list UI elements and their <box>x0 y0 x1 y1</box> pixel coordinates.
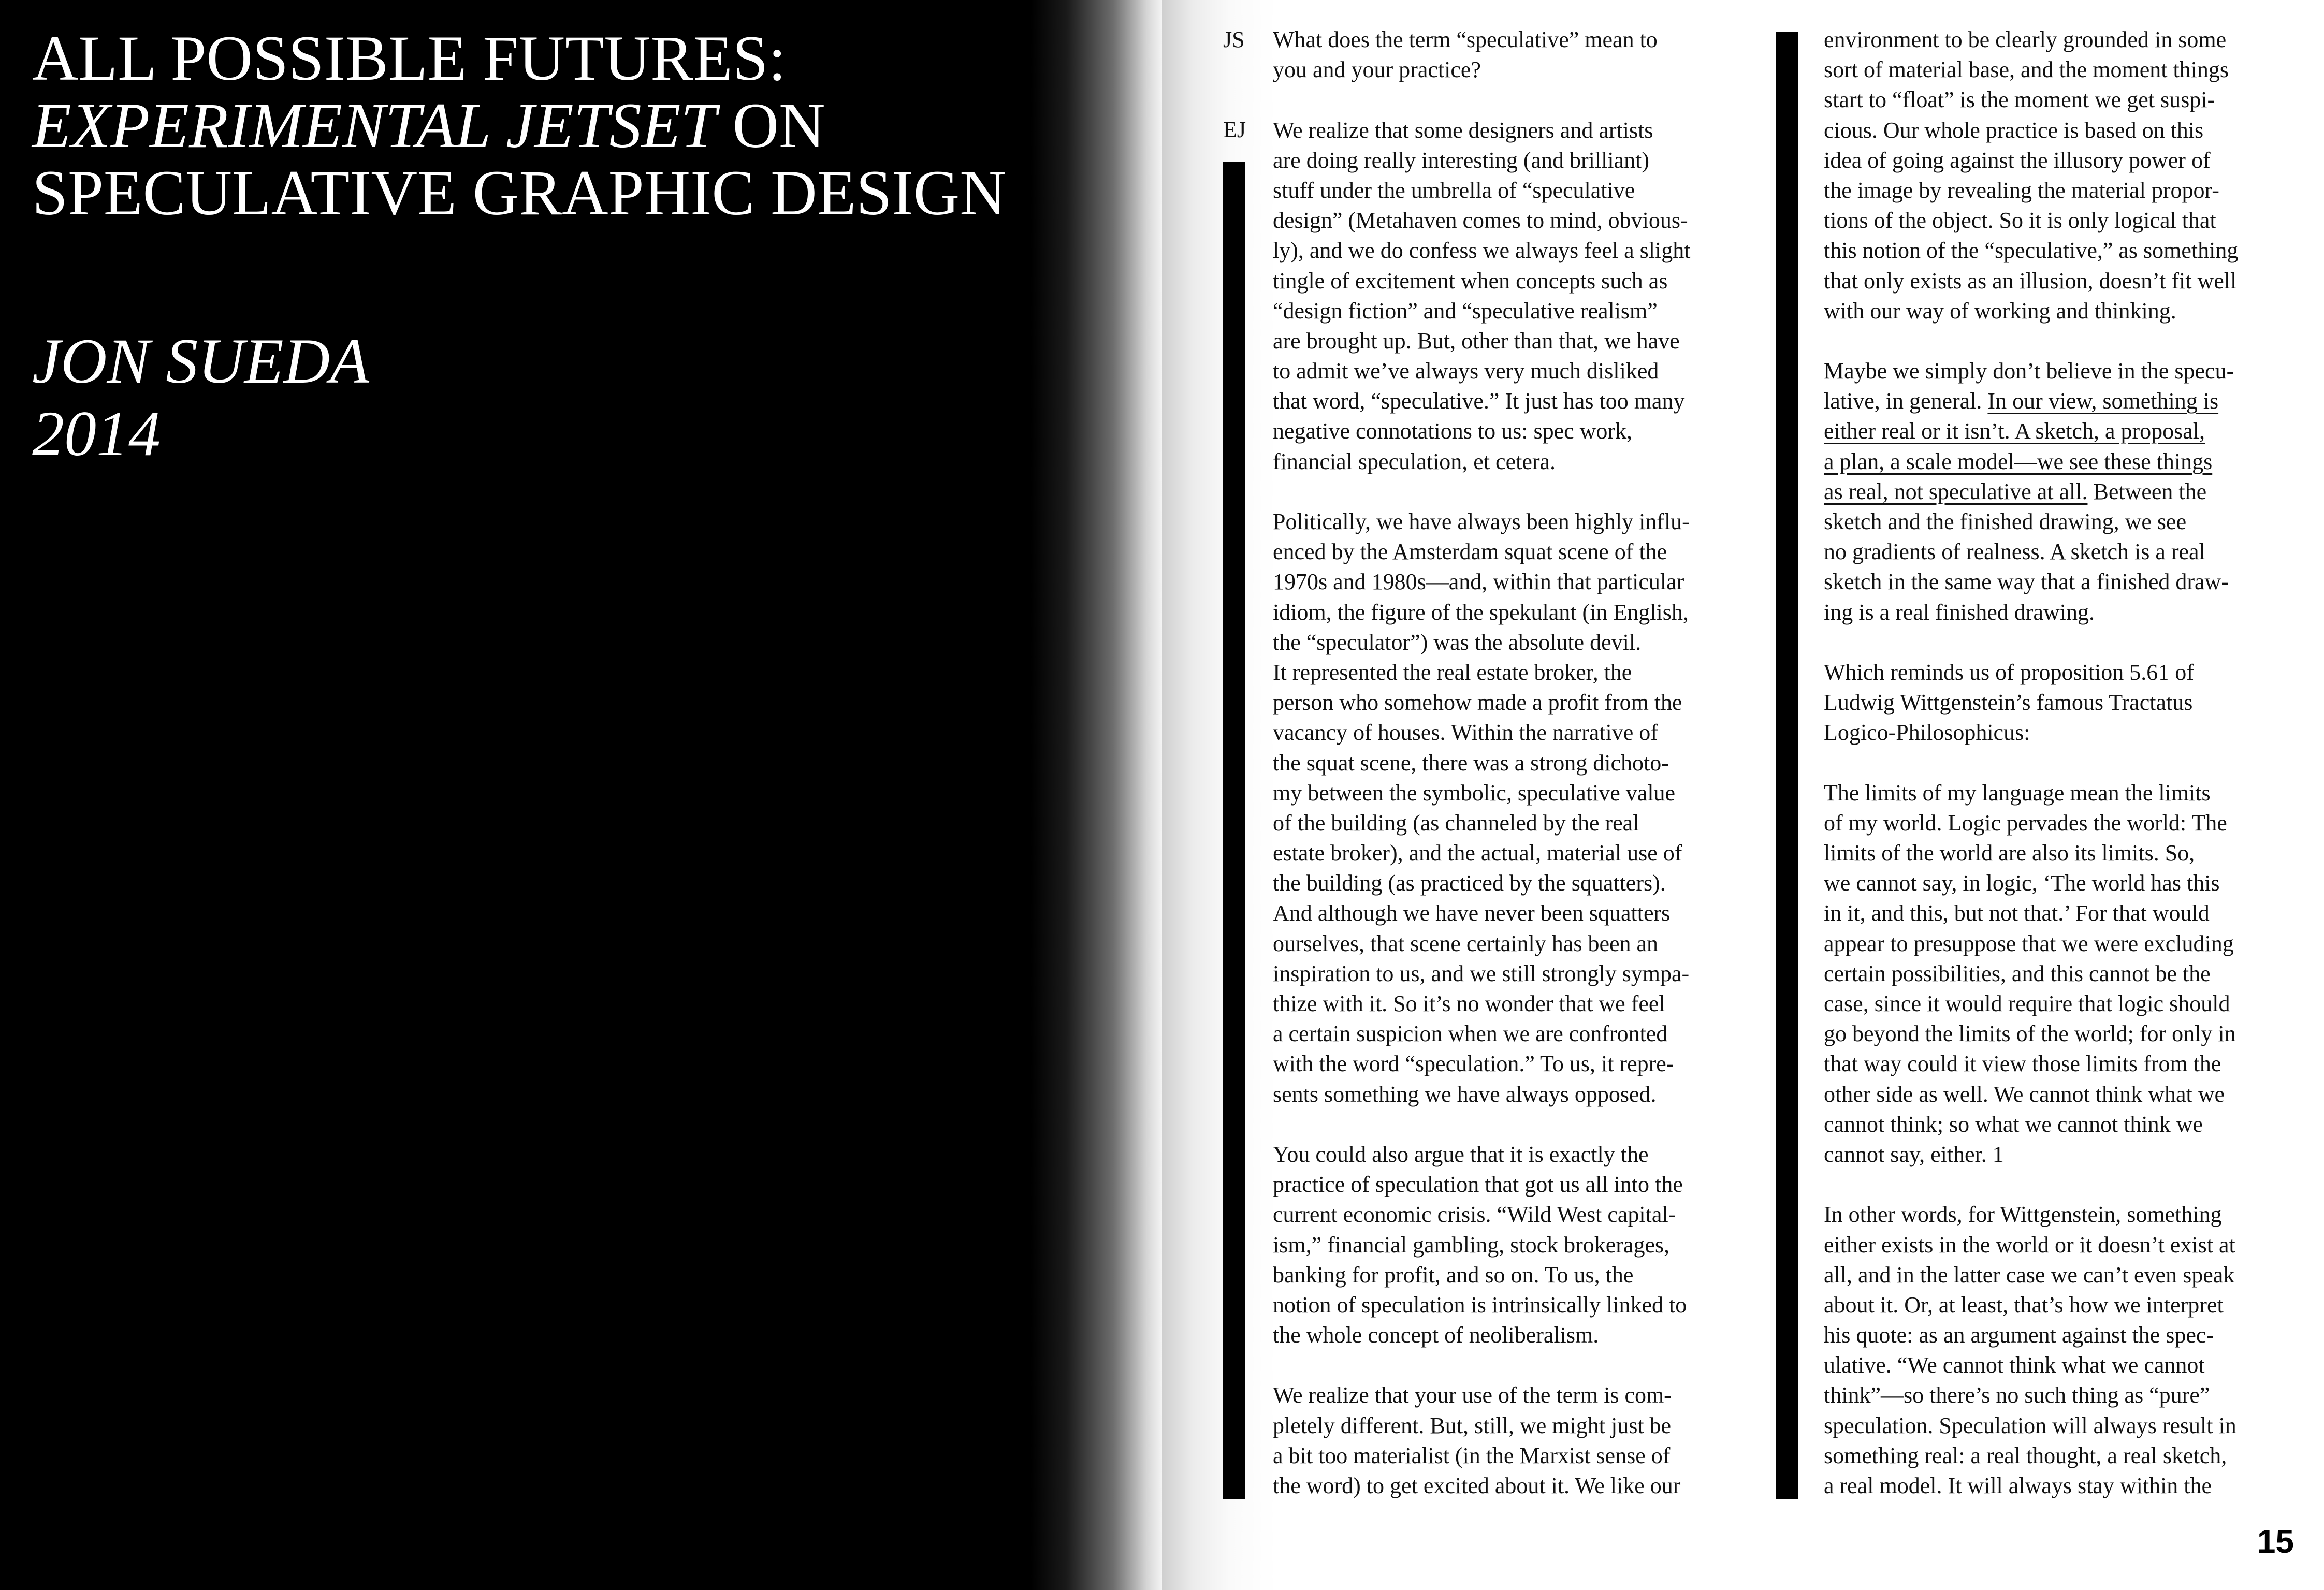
text-line: with the word “speculation.” To us, it repre- <box>1273 1051 1674 1077</box>
text-line: think”—so there’s no such thing as “pure” <box>1824 1382 2210 1408</box>
text-line: start to “float” is the moment we get suspi- <box>1824 87 2215 113</box>
text-line: cannot say, either. 1 <box>1824 1141 2004 1167</box>
text-line: ulative. “We cannot think what we cannot <box>1824 1352 2205 1378</box>
answer-paragraph-underlined <box>1824 356 2305 628</box>
author-name: JON SUEDA <box>32 326 369 397</box>
text-line: the building (as practiced by the squatters). <box>1273 870 1666 896</box>
text-line: the “speculator”) was the absolute devil. <box>1273 629 1642 655</box>
text-line: are brought up. But, other than that, we have <box>1273 328 1680 354</box>
text-line: sort of material base, and the moment things <box>1824 57 2229 83</box>
text-line: vacancy of houses. Within the narrative of <box>1273 720 1658 746</box>
text-line: negative connotations to us: spec work, <box>1273 418 1633 444</box>
text-line <box>1824 477 2305 507</box>
underlined-text: a plan, a scale model—we see these things <box>1824 448 2213 474</box>
text-line: of the building (as channeled by the real <box>1273 810 1639 836</box>
text-line: Which reminds us of proposition 5.61 of <box>1824 659 2194 685</box>
text-line: limits of the world are also its limits. So, <box>1824 840 2195 866</box>
text-line: 1970s and 1980s—and, within that particular <box>1273 569 1684 595</box>
text-line: we cannot say, in logic, ‘The world has this <box>1824 870 2220 896</box>
answer-paragraph <box>1824 25 2305 326</box>
text-line: sketch and the finished drawing, we see <box>1824 509 2187 534</box>
underlined-text: as real, not speculative at all. <box>1824 478 2088 504</box>
text-column-1 <box>1273 25 1749 1501</box>
text-line: Ludwig Wittgenstein’s famous Tractatus <box>1824 690 2193 716</box>
text-line: appear to presuppose that we were excluding <box>1824 930 2234 956</box>
title-line-1: ALL POSSIBLE FUTURES: <box>32 23 787 94</box>
text-column-2 <box>1824 25 2305 1501</box>
text-line: tions of the object. So it is only logical that <box>1824 208 2216 234</box>
author-block <box>32 325 369 470</box>
text-line: design” (Metahaven comes to mind, obvious- <box>1273 208 1688 234</box>
text-line: about it. Or, at least, that’s how we interpret <box>1824 1292 2224 1318</box>
text-line: a bit too materialist (in the Marxist sense of <box>1273 1442 1671 1468</box>
text-line: the image by revealing the material propor- <box>1824 177 2219 203</box>
text-line: certain possibilities, and this cannot be the <box>1824 960 2211 986</box>
text-line: are doing really interesting (and brilliant) <box>1273 147 1649 173</box>
text-line: In other words, for Wittgenstein, something <box>1824 1202 2222 1228</box>
text-line: ourselves, that scene certainly has been an <box>1273 930 1659 956</box>
text-line: of my world. Logic pervades the world: The <box>1824 810 2227 836</box>
text-line: sketch in the same way that a finished draw- <box>1824 569 2229 595</box>
text-line: other side as well. We cannot think what we <box>1824 1081 2225 1107</box>
text-line: And although we have never been squatters <box>1273 900 1671 926</box>
text-line: a real model. It will always stay within the <box>1824 1473 2212 1498</box>
text-line: go beyond the limits of the world; for only in <box>1824 1021 2236 1047</box>
text-line: person who somehow made a profit from the <box>1273 690 1682 716</box>
text-line: sents something we have always opposed. <box>1273 1081 1657 1107</box>
text-line: notion of speculation is intrinsically linked to <box>1273 1292 1687 1318</box>
text-line <box>1824 447 2305 477</box>
text-line: stuff under the umbrella of “speculative <box>1273 177 1635 203</box>
text-line: pletely different. But, still, we might just be <box>1273 1412 1672 1438</box>
answer-paragraph <box>1273 1380 1749 1501</box>
text-line: my between the symbolic, speculative value <box>1273 780 1676 806</box>
text-line: that way could it view those limits from the <box>1824 1051 2221 1077</box>
text-line: the word) to get excited about it. We like our <box>1273 1473 1681 1498</box>
text-line: It represented the real estate broker, the <box>1273 659 1632 685</box>
text-line: We realize that your use of the term is com- <box>1273 1382 1672 1408</box>
text-line: idea of going against the illusory power of <box>1824 147 2211 173</box>
interview-question <box>1273 25 1749 85</box>
answer-paragraph <box>1273 507 1749 1110</box>
answer-bar-left <box>1223 162 1245 1499</box>
answer-paragraph <box>1824 1200 2305 1501</box>
text-line: cannot think; so what we cannot think we <box>1824 1111 2203 1137</box>
text-line: ing is a real finished drawing. <box>1824 599 2095 625</box>
text-line: this notion of the “speculative,” as something <box>1824 238 2239 264</box>
answer-paragraph <box>1273 1140 1749 1350</box>
text-line <box>1824 416 2305 446</box>
text-line: to admit we’ve always very much disliked <box>1273 358 1659 384</box>
text-line: ly), and we do confess we always feel a slight <box>1273 238 1691 264</box>
publication-year: 2014 <box>32 398 161 469</box>
text-line <box>1824 386 2305 416</box>
text-line: Politically, we have always been highly influ- <box>1273 509 1690 534</box>
title-line-2 <box>32 92 1006 159</box>
text-line: thize with it. So it’s no wonder that we feel <box>1273 991 1665 1016</box>
text-line: What does the term “speculative” mean to <box>1273 27 1658 52</box>
speaker-label-ej: EJ <box>1223 117 1246 142</box>
text-line: you and your practice? <box>1273 57 1481 83</box>
text-line: inspiration to us, and we still strongly sympa- <box>1273 960 1690 986</box>
text-fragment: Between the <box>2087 478 2207 504</box>
title-line-2-rest: ON <box>716 90 825 161</box>
text-line: You could also argue that it is exactly the <box>1273 1141 1649 1167</box>
page-number: 15 <box>2257 1523 2294 1560</box>
text-line: the whole concept of neoliberalism. <box>1273 1322 1599 1348</box>
text-line: that word, “speculative.” It just has too many <box>1273 388 1685 414</box>
text-line: his quote: as an argument against the spec- <box>1824 1322 2214 1348</box>
text-line: either exists in the world or it doesn’t exist at <box>1824 1232 2235 1258</box>
text-line: banking for profit, and so on. To us, the <box>1273 1262 1634 1288</box>
text-fragment: lative, in general. <box>1824 388 1988 414</box>
text-line: We realize that some designers and artists <box>1273 117 1653 143</box>
text-line: practice of speculation that got us all into the <box>1273 1172 1683 1198</box>
text-line: something real: a real thought, a real sketch, <box>1824 1442 2227 1468</box>
text-line: with our way of working and thinking. <box>1824 298 2176 324</box>
title-italic-name: EXPERIMENTAL JETSET <box>32 90 717 161</box>
answer-bar-right <box>1776 32 1798 1499</box>
text-line: no gradients of realness. A sketch is a real <box>1824 539 2205 565</box>
text-line: idiom, the figure of the spekulant (in English, <box>1273 599 1689 625</box>
title-line-3: SPECULATIVE GRAPHIC DESIGN <box>32 157 1006 228</box>
text-line: Logico-Philosophicus: <box>1824 720 2030 746</box>
answer-paragraph <box>1273 115 1749 477</box>
text-line: that only exists as an illusion, doesn’t fit well <box>1824 268 2237 294</box>
underlined-text: either real or it isn’t. A sketch, a proposal, <box>1824 418 2205 444</box>
text-line: current economic crisis. “Wild West capital- <box>1273 1202 1676 1228</box>
underlined-text: In our view, something is <box>1987 388 2219 414</box>
text-line: estate broker), and the actual, material use of <box>1273 840 1682 866</box>
text-line: Maybe we simply don’t believe in the specu- <box>1824 358 2234 384</box>
text-line: all, and in the latter case we can’t even speak <box>1824 1262 2235 1288</box>
answer-paragraph <box>1824 658 2305 748</box>
text-line: ism,” financial gambling, stock brokerages, <box>1273 1232 1670 1258</box>
text-line: speculation. Speculation will always result in <box>1824 1412 2236 1438</box>
text-line: financial speculation, et cetera. <box>1273 448 1556 474</box>
text-line: a certain suspicion when we are confronted <box>1273 1021 1668 1047</box>
text-line: environment to be clearly grounded in some <box>1824 27 2227 52</box>
text-line: “design fiction” and “speculative realism” <box>1273 298 1658 324</box>
text-line: in it, and this, but not that.’ For that would <box>1824 900 2210 926</box>
text-line: tingle of excitement when concepts such as <box>1273 268 1668 294</box>
text-line: case, since it would require that logic should <box>1824 991 2230 1016</box>
text-line: The limits of my language mean the limits <box>1824 780 2211 806</box>
text-line: the squat scene, there was a strong dichoto- <box>1273 750 1669 776</box>
speaker-label-js: JS <box>1223 27 1245 52</box>
text-line: enced by the Amsterdam squat scene of the <box>1273 539 1667 565</box>
wittgenstein-quote <box>1824 778 2305 1170</box>
article-title <box>32 25 1006 227</box>
text-line: cious. Our whole practice is based on this <box>1824 117 2204 143</box>
